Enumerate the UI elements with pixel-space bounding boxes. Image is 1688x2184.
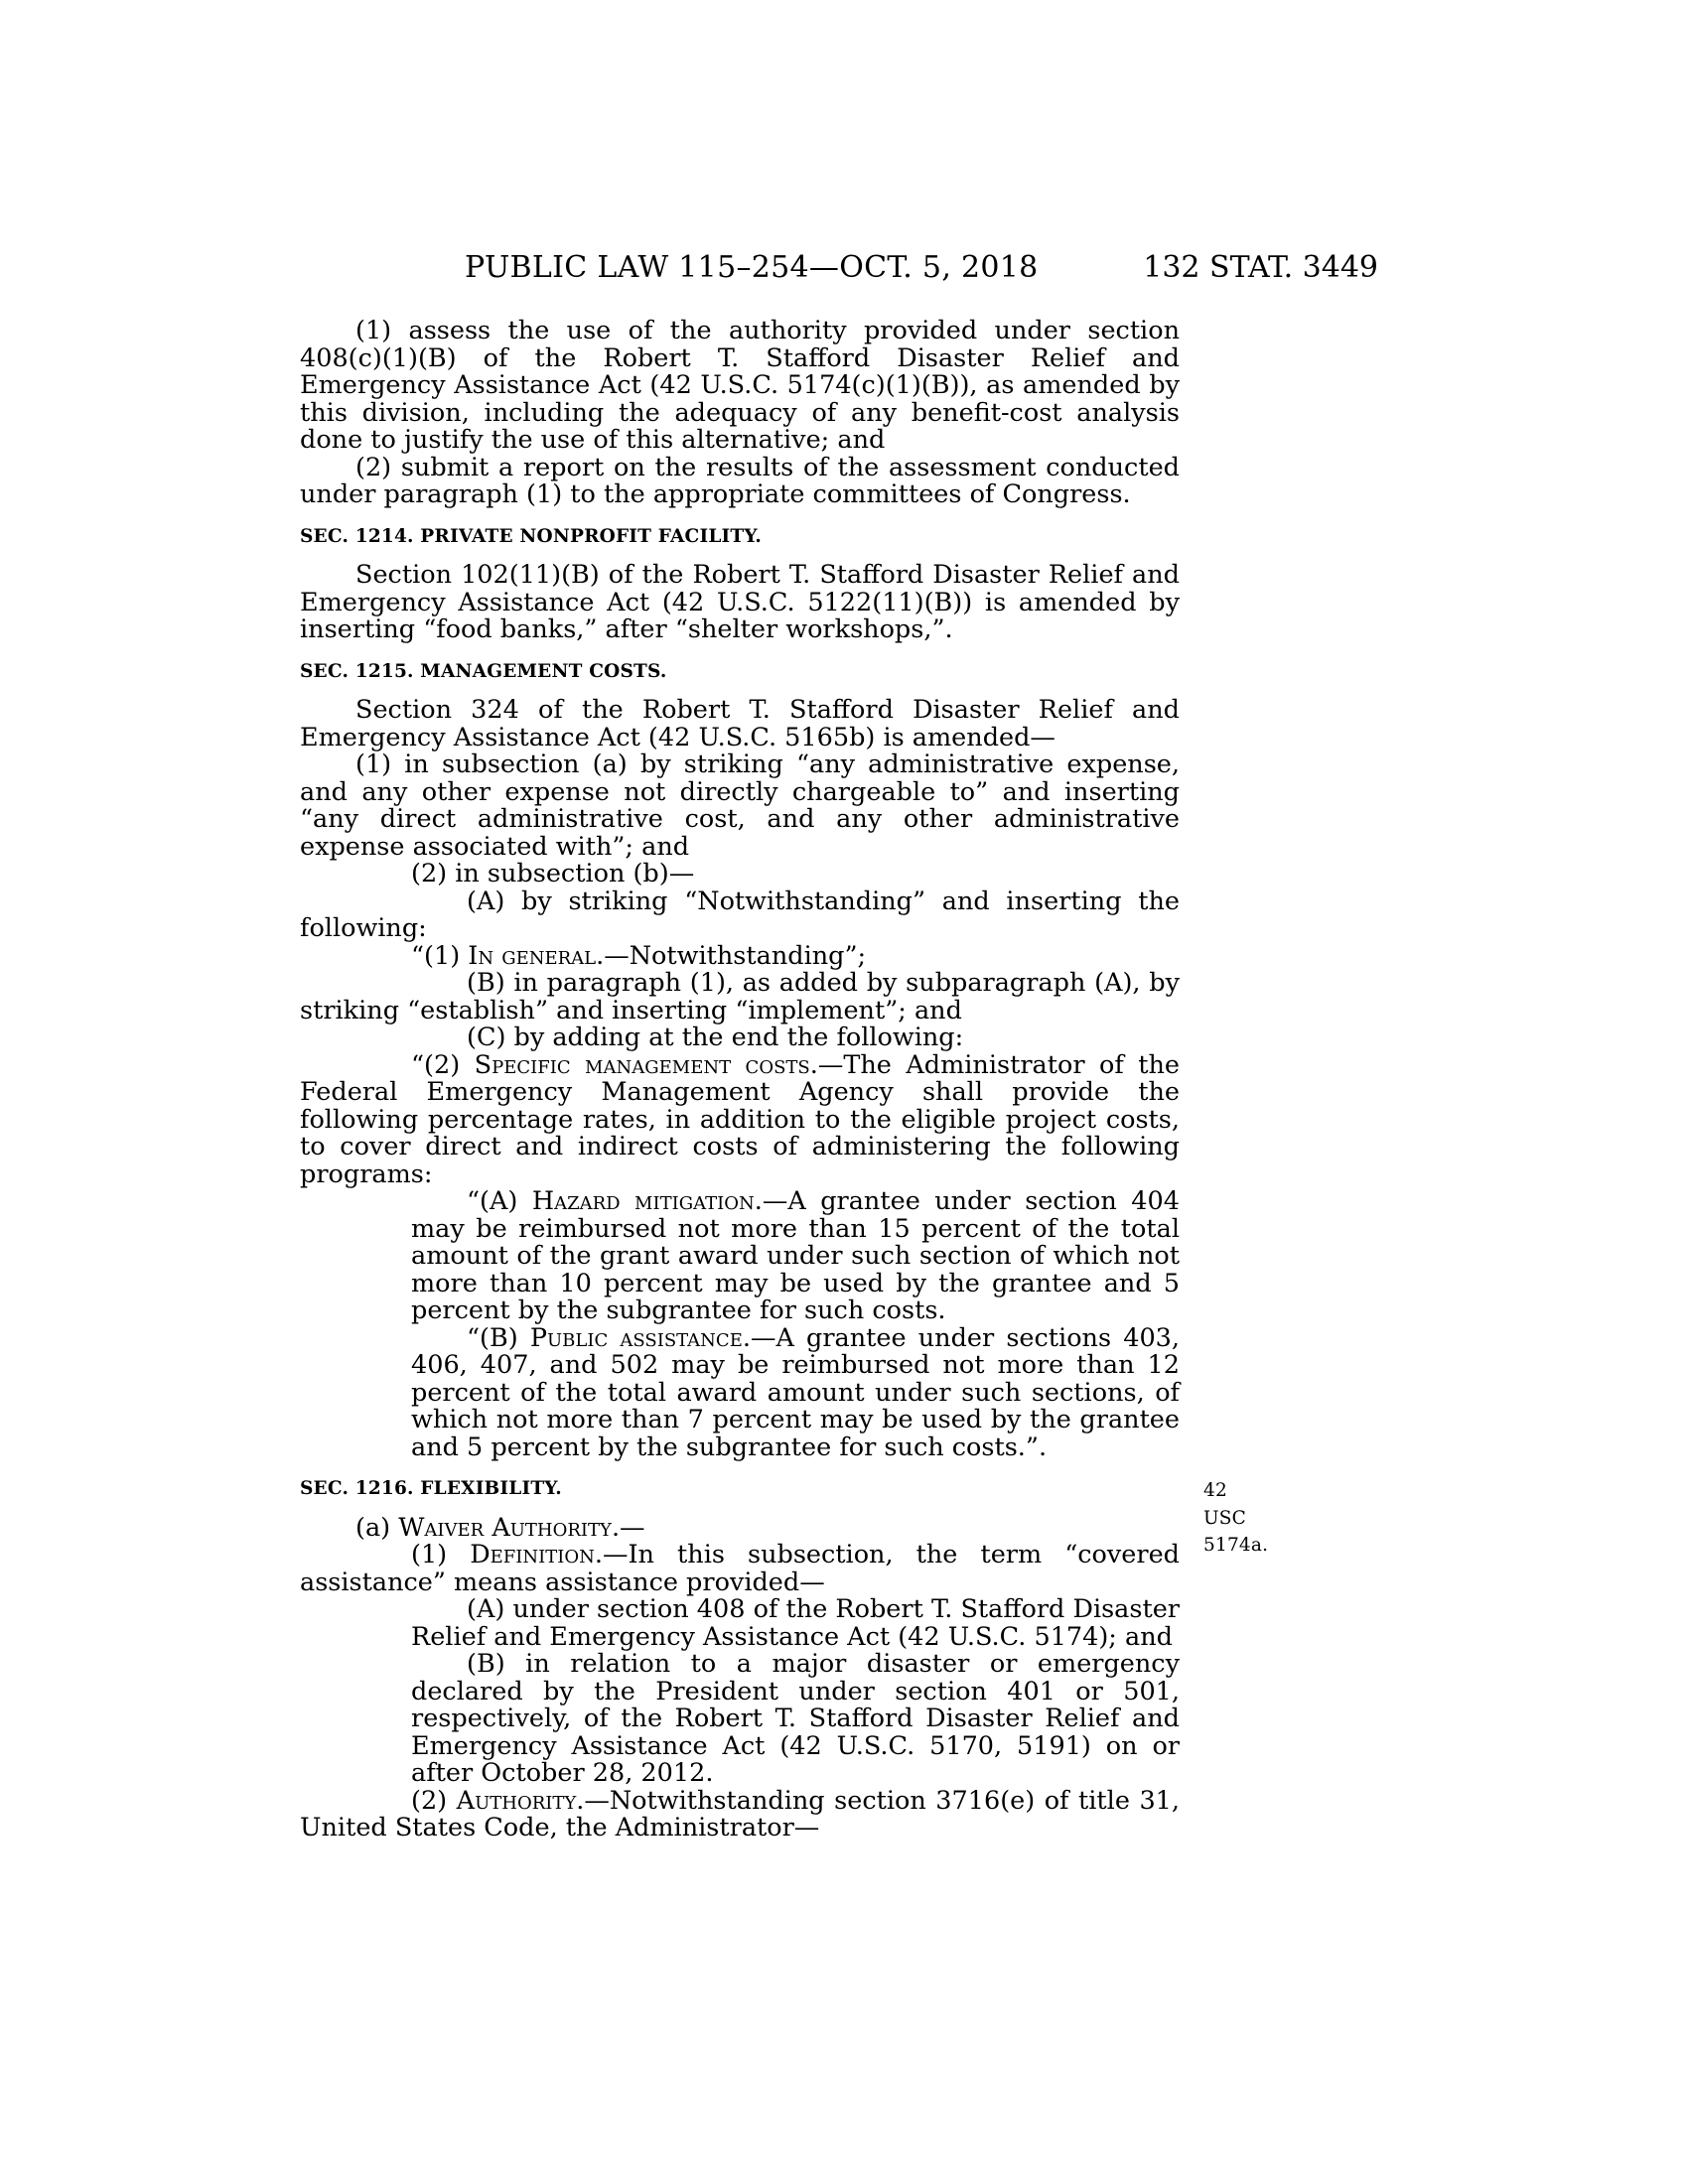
section-1216-authority: (2) Authority.—Notwithstanding section 3716(e) of title 31, United States Code, the Administrator— <box>300 1785 1180 1843</box>
running-title: PUBLIC LAW 115–254—OCT. 5, 2018 <box>465 250 1039 285</box>
section-1215-public-assistance: “(B) Public assistance.—A grantee under sections 403, 406, 407, and 502 may be reimbursed not more than 12 percent of the total award amount under such sections, of which not more than 7 percent may be used by the grantee and 5 percent by the subgrantee for such costs.”. <box>411 1322 1180 1462</box>
section-1215-specific-costs: “(2) Specific management costs.—The Administrator of the Federal Emergency Management Agency shall provide the following percentage rates, in addition to the eligible project costs, to cover direct and indirect costs of administering the following programs: <box>300 1049 1180 1189</box>
section-1215-para-2B: (B) in paragraph (1), as added by subparagraph (A), by striking “establish” and inserting “implement”; and <box>300 968 1180 1025</box>
section-1215-para-2A: (A) by striking “Notwithstanding” and inserting the following: <box>300 886 1180 943</box>
section-1214-heading: SEC. 1214. PRIVATE NONPROFIT FACILITY. <box>300 525 763 547</box>
section-1215-para-1: (1) in subsection (a) by striking “any administrative expense, and any other expense not directly chargeable to” and inserting “any direct administrative cost, and any other administrative expense associated with”; and <box>300 750 1180 862</box>
section-1214-text: Section 102(11)(B) of the Robert T. Stafford Disaster Relief and Emergency Assistance Act (42 U.S.C. 5122(11)(B)) is amended by inserting “food banks,” after “shelter workshops,”. <box>300 560 1180 644</box>
section-1216-A: (A) under section 408 of the Robert T. Stafford Disaster Relief and Emergency Assistance Act (42 U.S.C. 5174); and <box>411 1594 1180 1652</box>
page-header <box>0 250 1688 290</box>
document-body <box>300 316 1269 1843</box>
section-1216-B: (B) in relation to a major disaster or emergency declared by the President under section 401 or 501, respectively, of the Robert T. Stafford Disaster Relief and Emergency Assistance Act (42 U.S.C. 5170, 5191) on or after October 28, 2012. <box>411 1649 1180 1788</box>
section-1216-a: (a) Waiver Authority.— <box>355 1512 645 1543</box>
section-1215-para-2: (2) in subsection (b)— <box>411 859 695 888</box>
section-1215-in-general: “(1) In general.—Notwithstanding”; <box>411 940 867 971</box>
paragraph-2: (2) submit a report on the results of the assessment conducted under paragraph (1) to the appropriate committees of Congress. <box>300 452 1180 509</box>
section-1215-heading: SEC. 1215. MANAGEMENT COSTS. <box>300 660 667 682</box>
section-1215-intro: Section 324 of the Robert T. Stafford Disaster Relief and Emergency Assistance Act (42 U.S.C. 5165b) is amended— <box>300 695 1180 752</box>
section-1215-hazard-mitigation: “(A) Hazard mitigation.—A grantee under section 404 may be reimbursed not more than 15 percent of the total amount of the grant award under such section of which not more than 10 percent may be used by the grantee and 5 percent by the subgrantee for such costs. <box>411 1186 1180 1325</box>
section-1216-heading: SEC. 1216. FLEXIBILITY. 42 USC 5174a. <box>300 1475 1180 1503</box>
paragraph-1: (1) assess the use of the authority provided under section 408(c)(1)(B) of the Robert T. Stafford Disaster Relief and Emergency Assistance Act (42 U.S.C. 5174(c)(1)(B)), as amended by this division, including the adequacy of any benefit-cost analysis done to justify the use of this alternative; and <box>300 316 1180 455</box>
section-1215-para-2C: (C) by adding at the end the following: <box>467 1023 964 1052</box>
stat-page-number: 132 STAT. 3449 <box>1143 250 1378 285</box>
section-1216-definition: (1) Definition.—In this subsection, the term “covered assistance” means assistance provided— <box>300 1540 1180 1597</box>
margin-citation: 42 USC 5174a. <box>1203 1480 1269 1556</box>
